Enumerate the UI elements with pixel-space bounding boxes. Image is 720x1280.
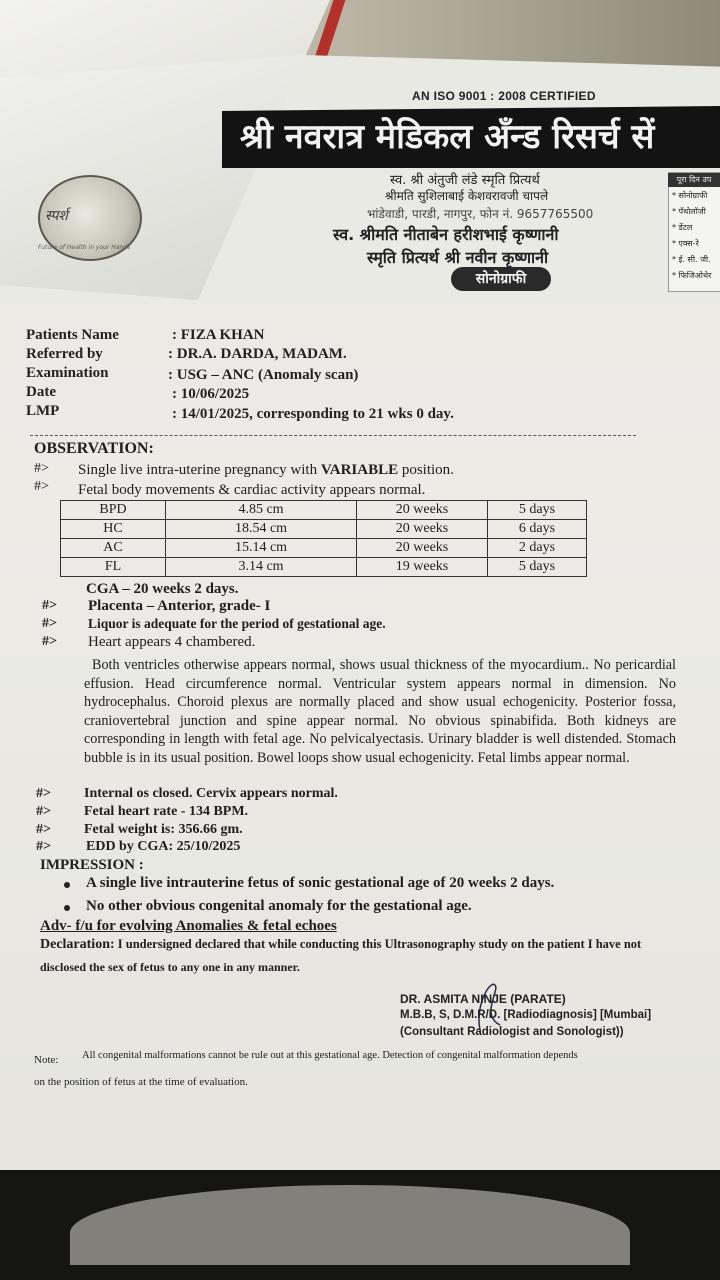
- service-item: * फिजिओथेर: [672, 271, 712, 280]
- table-cell: AC: [61, 539, 166, 558]
- header-line-4: स्व. श्रीमति नीताबेन हरीशभाई कृष्णानी: [333, 225, 559, 244]
- table-cell: 15.14 cm: [166, 539, 357, 558]
- referred-by-label: Referred by: [26, 346, 103, 362]
- heart-line: Heart appears 4 chambered.: [88, 634, 256, 650]
- placenta-line: Placenta – Anterior, grade- I: [88, 598, 271, 614]
- fetal-weight-line: Fetal weight is: 356.66 gm.: [84, 822, 243, 837]
- header-line-5: स्मृति प्रित्यर्थ श्री नवीन कृष्णानी: [367, 248, 549, 267]
- table-cell: BPD: [61, 501, 166, 520]
- lmp-label: LMP: [26, 403, 60, 419]
- table-row: [61, 501, 587, 520]
- doctor-title: (Consultant Radiologist and Sonologist)): [400, 1026, 624, 1038]
- service-item: * पॅथोलॉजी: [672, 207, 706, 216]
- hospital-name: श्री नवरात्र मेडिकल अँन्ड रिसर्च सें: [240, 117, 655, 157]
- header-line-2: श्रीमति सुशिलाबाई केशवरावजी चापले: [385, 189, 549, 203]
- observation-heading: OBSERVATION:: [34, 440, 154, 457]
- table-row: [61, 539, 587, 558]
- observation-line-2: Fetal body movements & cardiac activity appears normal.: [78, 482, 426, 498]
- doctor-degree: M.B.B, S, D.M.R/D. [Radiodiagnosis] [Mumbai]: [400, 1009, 652, 1021]
- iso-certification: AN ISO 9001 : 2008 CERTIFIED: [412, 89, 596, 103]
- marker: #>: [34, 479, 49, 494]
- advice-line: Adv- f/u for evolving Anomalies & fetal echoes: [40, 918, 337, 934]
- table-cell: 6 days: [488, 520, 587, 539]
- marker: #>: [36, 822, 51, 837]
- service-item: * डेंटल: [672, 223, 693, 232]
- cga-line: CGA – 20 weeks 2 days.: [86, 581, 239, 597]
- date-value: : 10/06/2025: [172, 386, 250, 402]
- observation-line-1: Single live intra-uterine pregnancy with VARIABLE position.: [78, 462, 454, 478]
- patient-name-value: : FIZA KHAN: [172, 327, 265, 343]
- liquor-line: Liquor is adequate for the period of gestational age.: [88, 616, 386, 631]
- note-label: Note:: [34, 1054, 59, 1066]
- table-cell: 5 days: [488, 501, 587, 520]
- examination-value: : USG – ANC (Anomaly scan): [168, 367, 359, 383]
- logo-tagline: Future of Health in your Hands: [38, 244, 131, 251]
- marker: #>: [34, 461, 49, 476]
- biometry-table: [60, 500, 587, 577]
- logo-text: स्पर्श: [45, 208, 68, 224]
- table-cell: 20 weeks: [357, 501, 488, 520]
- declaration-line-2: disclosed the sex of fetus to any one in any manner.: [40, 960, 300, 974]
- bullet-dot: [64, 905, 70, 911]
- examination-label: Examination: [26, 365, 109, 381]
- table-row: [61, 558, 587, 577]
- table-cell: HC: [61, 520, 166, 539]
- header-line-1: स्व. श्री अंतुजी लंडे स्मृति प्रित्यर्थ: [390, 173, 540, 188]
- marker: #>: [36, 804, 51, 819]
- marker: #>: [42, 598, 57, 613]
- fetal-heart-rate-line: Fetal heart rate - 134 BPM.: [84, 804, 249, 819]
- sonography-badge: सोनोग्राफी: [451, 267, 551, 291]
- table-cell: 20 weeks: [357, 539, 488, 558]
- table-cell: 2 days: [488, 539, 587, 558]
- referred-by-value: : DR.A. DARDA, MADAM.: [168, 346, 347, 362]
- lmp-value: : 14/01/2025, corresponding to 21 wks 0 day.: [172, 406, 454, 422]
- edd-line: EDD by CGA: 25/10/2025: [86, 839, 241, 854]
- impression-point-1: A single live intrauterine fetus of sonic gestational age of 20 weeks 2 days.: [86, 875, 555, 891]
- declaration-line-1: Declaration: I undersigned declared that while conducting this Ultrasonography study on the patient I have not: [40, 937, 642, 952]
- header-address: भांडेवाडी, पारडी, नागपुर, फोन नं. 9657765500: [367, 207, 594, 221]
- table-cell: 18.54 cm: [166, 520, 357, 539]
- date-label: Date: [26, 384, 56, 400]
- services-title: पूरा दिन उप: [668, 173, 720, 187]
- findings-paragraph: Both ventricles otherwise appears normal, shows usual thickness of the myocardium.. No pericardial effusion. Head circumference normal. Ventricular system appears normal in dimension. No hydrocephalus. Choroid plexus are normally placed and show usual echogenicity. Posterior fossa, craniovertebral junction and spine appear normal. No obvious spinabifida. Both kidneys are corresponding in length with fetal age. No pelvicalyectasis. Urinary bladder is well distended. Stomach bubble is in its usual position. Bowel loops show usual echogenicity. Fetal limbs appear normal.: [84, 657, 676, 766]
- marker: #>: [36, 839, 51, 854]
- impression-heading: IMPRESSION :: [40, 857, 144, 873]
- service-item: * ई. सी. जी.: [672, 255, 711, 264]
- marker: #>: [42, 616, 57, 631]
- table-cell: 19 weeks: [357, 558, 488, 577]
- table-cell: 3.14 cm: [166, 558, 357, 577]
- table-cell: 20 weeks: [357, 520, 488, 539]
- service-item: * सोनोग्राफी: [672, 191, 708, 200]
- section-divider: [30, 435, 636, 436]
- doctor-name: DR. ASMITA NINJE (PARATE): [400, 992, 566, 1006]
- note-line-1: All congenital malformations cannot be rule out at this gestational age. Detection of congenital malformation depends: [82, 1050, 578, 1061]
- table-row: [61, 520, 587, 539]
- marker: #>: [42, 634, 57, 649]
- bullet-dot: [64, 882, 70, 888]
- impression-point-2: No other obvious congenital anomaly for the gestational age.: [86, 898, 472, 914]
- internal-os-line: Internal os closed. Cervix appears normal.: [84, 786, 338, 801]
- patient-name-label: Patients Name: [26, 327, 119, 343]
- table-cell: FL: [61, 558, 166, 577]
- service-item: * एक्स-रे: [672, 239, 699, 248]
- table-cell: 5 days: [488, 558, 587, 577]
- marker: #>: [36, 786, 51, 801]
- note-line-2: on the position of fetus at the time of evaluation.: [34, 1076, 248, 1088]
- table-cell: 4.85 cm: [166, 501, 357, 520]
